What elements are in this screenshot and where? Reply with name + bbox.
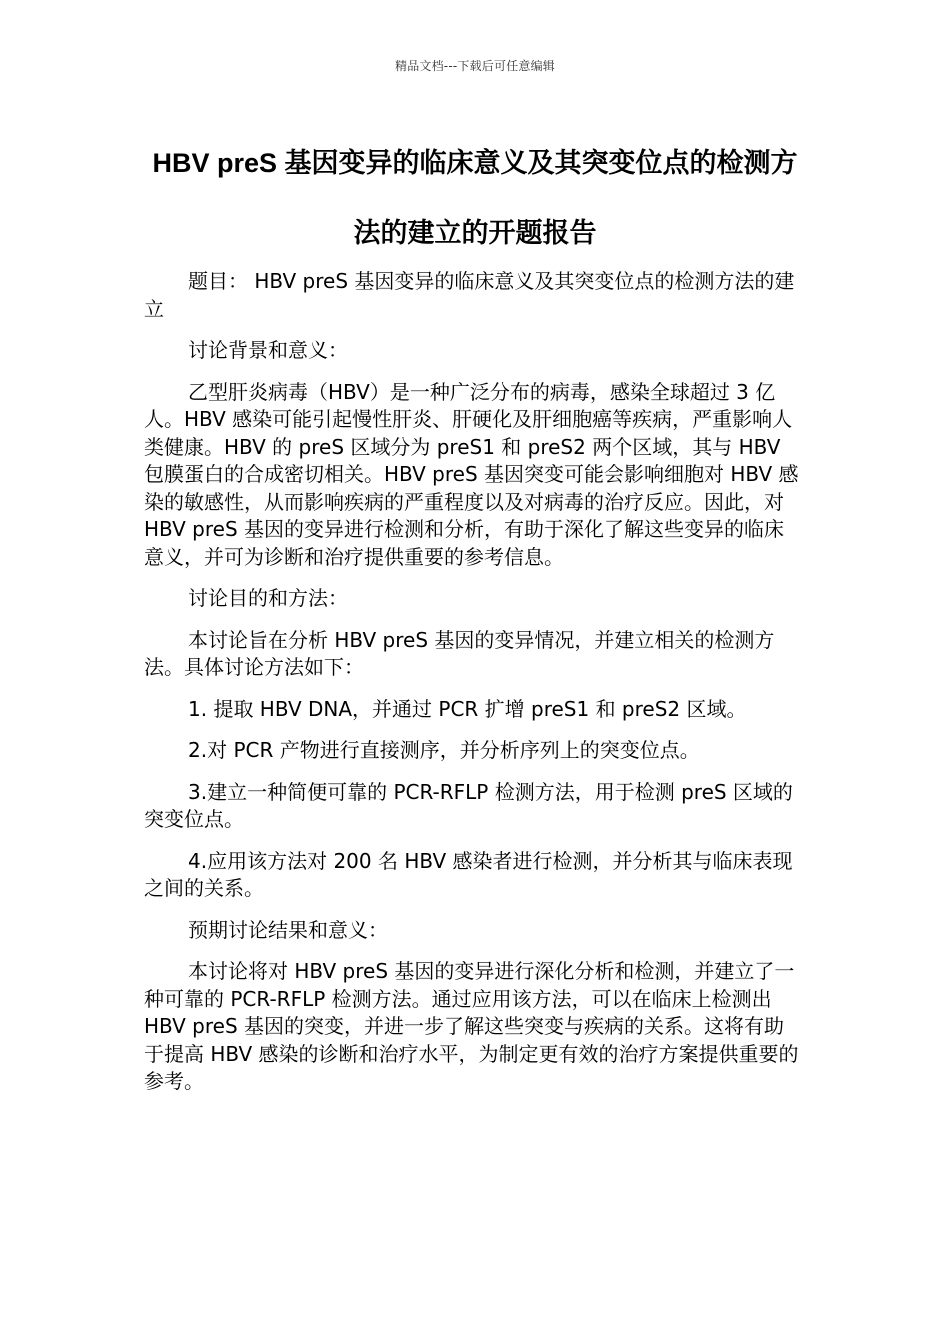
- header-note: 精品文档---下载后可任意编辑: [395, 59, 555, 73]
- section-heading-expected: 预期讨论结果和意义：: [188, 917, 388, 942]
- topic-paragraph: 题目： HBV preS 基因变异的临床意义及其突变位点的检测方法的建立: [144, 269, 795, 321]
- method-step-1: 1. 提取 HBV DNA，并通过 PCR 扩增 preS1 和 preS2 区域。: [188, 696, 747, 721]
- method-step-4: 4.应用该方法对 200 名 HBV 感染者进行检测，并分析其与临床表现之间的关系。: [144, 848, 793, 900]
- background-paragraph: 乙型肝炎病毒（HBV）是一种广泛分布的病毒，感染全球超过 3 亿人。HBV 感染可能引起慢性肝炎、肝硬化及肝细胞癌等疾病，严重影响人类健康。HBV 的 preS 区域分为 preS1 和 preS2 两个区域，其与 HBV 包膜蛋白的合成密切相关。HBV preS 基因突变可能会影响细胞对 HBV 感染的敏感性，从而影响疾病的严重程度以及对病毒的治疗反应。因此，对 HBV preS 基因的变异进行检测和分析，有助于深化了解这些变异的临床意义，并可为诊断和治疗提供重要的参考信息。: [144, 379, 799, 569]
- section-heading-methods: 讨论目的和方法：: [188, 586, 348, 610]
- document-title: HBV preS 基因变异的临床意义及其突变位点的检测方法的建立的开题报告: [152, 148, 798, 248]
- methods-intro-paragraph: 本讨论旨在分析 HBV preS 基因的变异情况，并建立相关的检测方法。具体讨论方法如下：: [144, 627, 775, 679]
- expected-results-paragraph: 本讨论将对 HBV preS 基因的变异进行深化分析和检测，并建立了一种可靠的 PCR-RFLP 检测方法。通过应用该方法，可以在临床上检测出 HBV preS 基因的突变，并进一步了解这些突变与疾病的关系。这将有助于提高 HBV 感染的诊断和治疗水平，为制定更有效的治疗方案提供重要的参考。: [144, 959, 799, 1093]
- method-step-2: 2.对 PCR 产物进行直接测序，并分析序列上的突变位点。: [188, 738, 700, 762]
- document-body: [144, 268, 800, 1110]
- section-heading-background: 讨论背景和意义：: [188, 338, 348, 362]
- method-step-3: 3.建立一种简便可靠的 PCR-RFLP 检测方法，用于检测 preS 区域的突变位点。: [144, 779, 793, 831]
